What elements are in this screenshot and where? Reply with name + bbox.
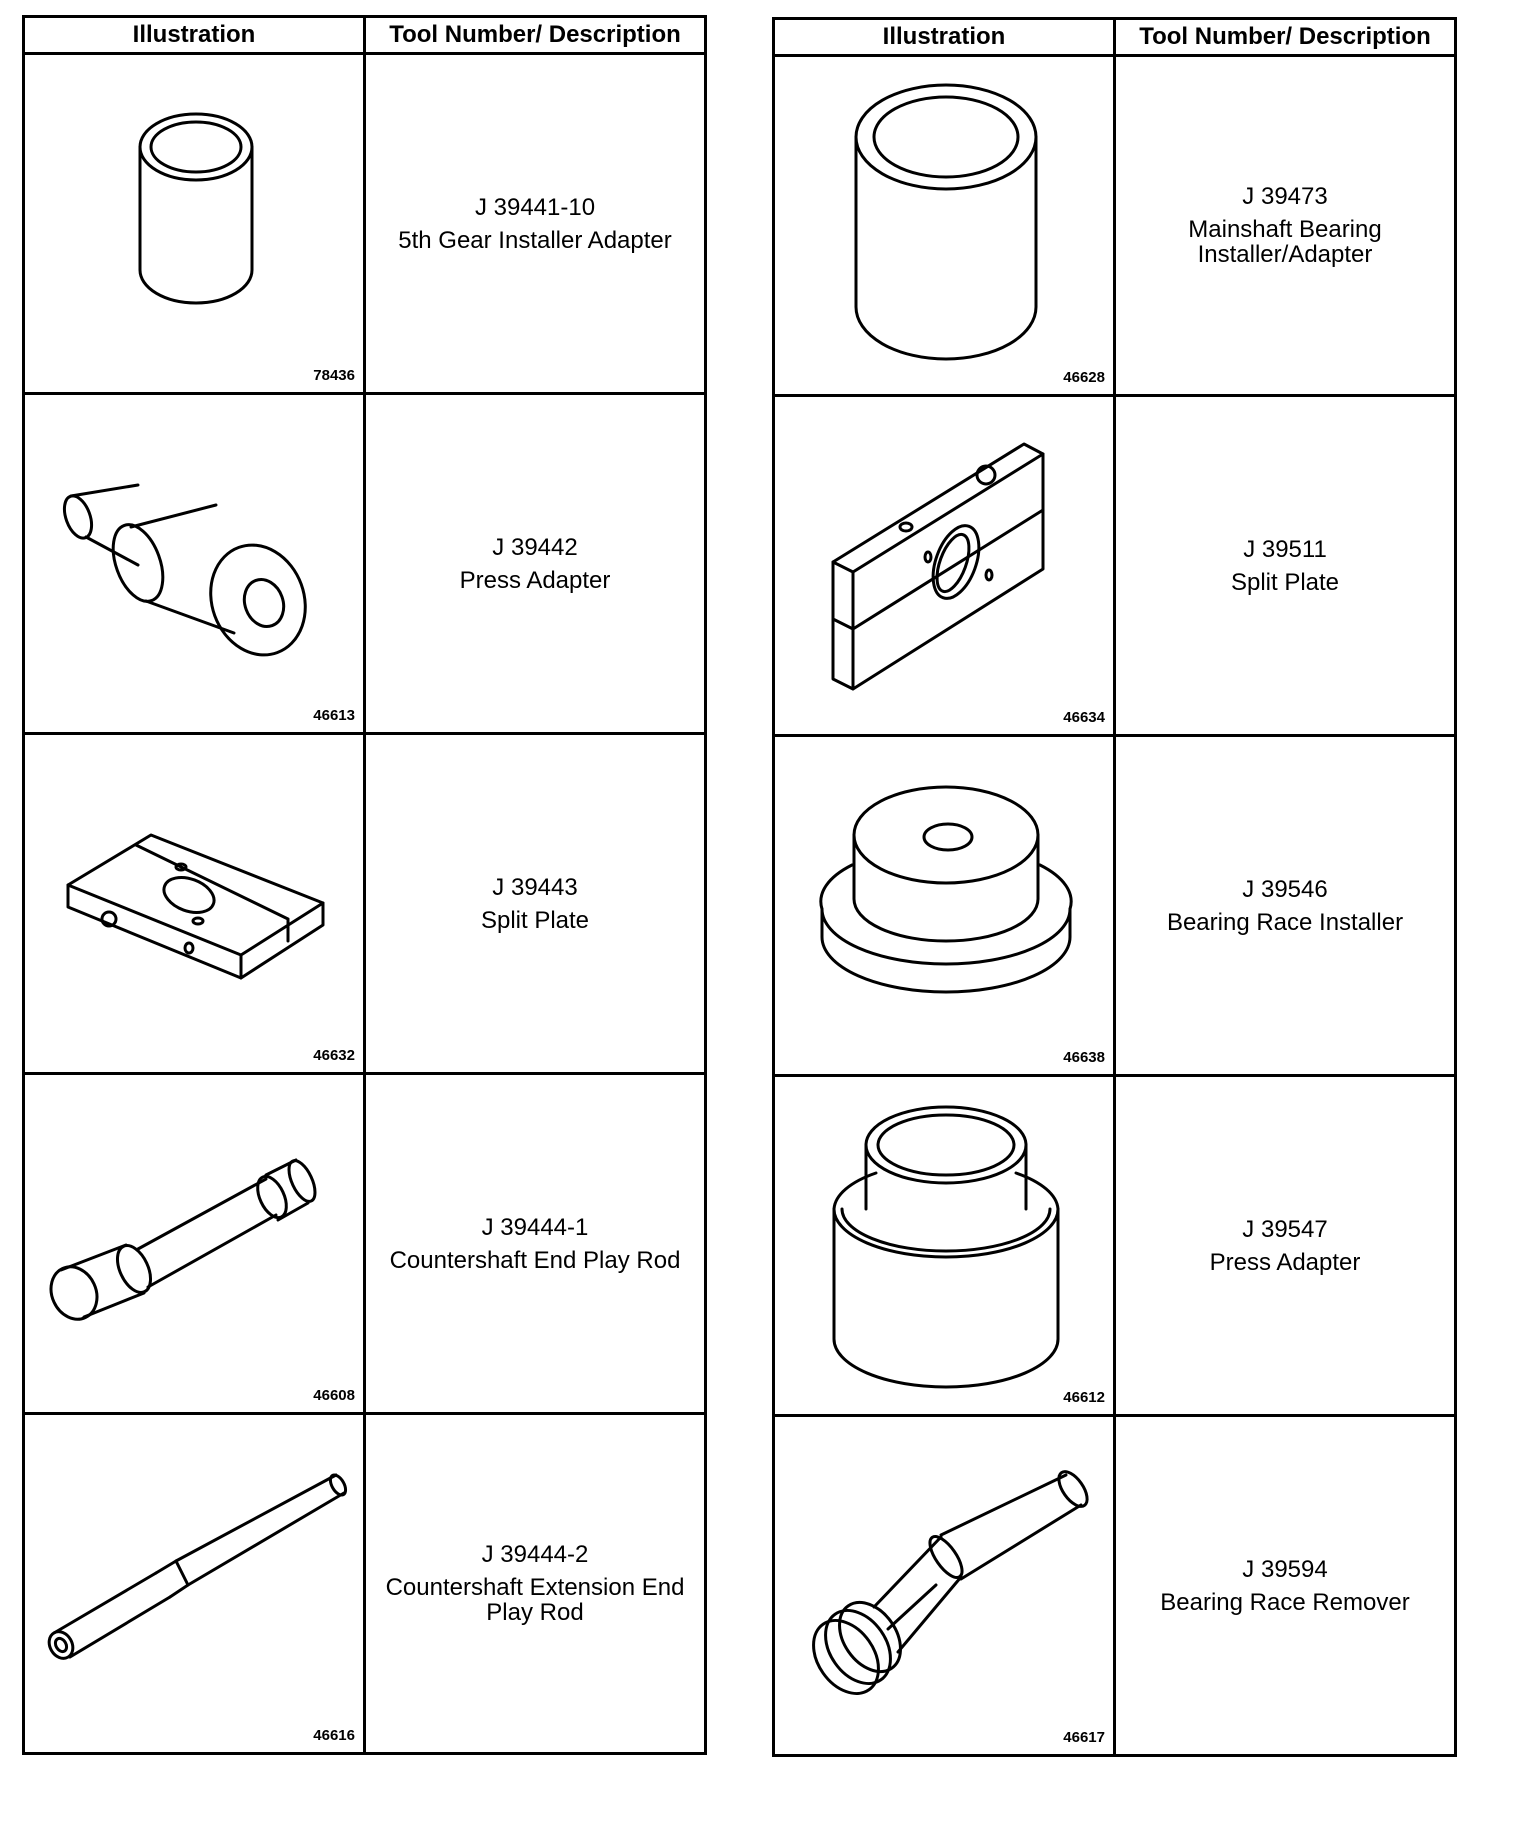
description-cell	[365, 734, 706, 1074]
illustration-cell	[24, 394, 365, 734]
race-remover-icon	[775, 1417, 1113, 1754]
header-row	[24, 17, 706, 54]
illustration-cell	[24, 734, 365, 1074]
upright-split-plate-icon	[775, 397, 1113, 734]
tool-description: Countershaft End Play Rod	[389, 1246, 681, 1274]
description-cell	[1115, 736, 1456, 1076]
stepped-cylinder-icon	[775, 1077, 1113, 1414]
tool-description: 5th Gear Installer Adapter	[398, 226, 672, 254]
figure-number: 46616	[313, 1727, 355, 1744]
description-cell	[365, 54, 706, 394]
tool-description: Mainshaft Bearing Installer/Adapter	[1188, 216, 1382, 268]
figure-number: 46628	[1063, 369, 1105, 386]
description-cell	[1115, 56, 1456, 396]
flanged-disc-icon	[775, 737, 1113, 1074]
tool-number: J 39441-10	[474, 193, 596, 221]
tool-number: J 39443	[492, 873, 578, 901]
figure-number: 46613	[313, 707, 355, 724]
tool-description: Split Plate	[1230, 568, 1340, 596]
table-row	[24, 734, 706, 1074]
large-cylinder-icon	[775, 57, 1113, 394]
table-row	[24, 1074, 706, 1414]
table-row	[774, 396, 1456, 736]
figure-number: 46608	[313, 1387, 355, 1404]
tool-number: J 39473	[1242, 183, 1328, 210]
table-row	[774, 56, 1456, 396]
figure-number: 78436	[313, 367, 355, 384]
illustration-cell	[774, 1416, 1115, 1756]
tool-table-right	[772, 17, 1457, 1757]
illustration-cell	[24, 1074, 365, 1414]
tool-number: J 39547	[1242, 1215, 1328, 1243]
tool-number: J 39444-2	[481, 1541, 589, 1568]
illustration-cell	[774, 56, 1115, 396]
figure-number: 46634	[1063, 709, 1105, 726]
header-row	[774, 19, 1456, 56]
description-cell	[1115, 396, 1456, 736]
table-row	[774, 1076, 1456, 1416]
tool-description: Split Plate	[480, 906, 590, 934]
description-cell	[365, 1074, 706, 1414]
tool-description: Bearing Race Installer	[1166, 908, 1404, 936]
figure-number: 46617	[1063, 1729, 1105, 1746]
tool-description: Countershaft Extension End Play Rod	[385, 1574, 685, 1626]
illustration-cell	[24, 54, 365, 394]
tool-number: J 39546	[1242, 875, 1328, 903]
illustration-header: Illustration	[24, 17, 365, 54]
extension-rod-icon	[25, 1415, 363, 1752]
description-cell	[365, 394, 706, 734]
figure-number: 46612	[1063, 1389, 1105, 1406]
description-header: Tool Number/ Description	[365, 17, 706, 54]
end-play-rod-icon	[25, 1075, 363, 1412]
figure-number: 46638	[1063, 1049, 1105, 1066]
description-header: Tool Number/ Description	[1115, 19, 1456, 56]
table-row	[24, 54, 706, 394]
tool-description: Press Adapter	[459, 566, 611, 594]
flat-split-plate-icon	[25, 735, 363, 1072]
description-cell	[365, 1414, 706, 1754]
tool-table-left	[22, 15, 707, 1755]
illustration-header: Illustration	[774, 19, 1115, 56]
figure-number: 46632	[313, 1047, 355, 1064]
tool-number: J 39594	[1242, 1555, 1328, 1583]
table-row	[24, 1414, 706, 1754]
illustration-cell	[774, 736, 1115, 1076]
tool-number: J 39442	[492, 533, 578, 561]
illustration-cell	[24, 1414, 365, 1754]
stepped-press-adapter-icon	[25, 395, 363, 732]
table-row	[24, 394, 706, 734]
table-row	[774, 1416, 1456, 1756]
tool-number: J 39444-1	[481, 1213, 589, 1241]
illustration-cell	[774, 1076, 1115, 1416]
tool-description: Press Adapter	[1209, 1248, 1361, 1276]
table-row	[774, 736, 1456, 1076]
tool-number: J 39511	[1243, 535, 1327, 563]
description-cell	[1115, 1416, 1456, 1756]
description-cell	[1115, 1076, 1456, 1416]
tool-description: Bearing Race Remover	[1160, 1588, 1410, 1616]
illustration-cell	[774, 396, 1115, 736]
cylinder-sleeve-icon	[25, 55, 363, 392]
